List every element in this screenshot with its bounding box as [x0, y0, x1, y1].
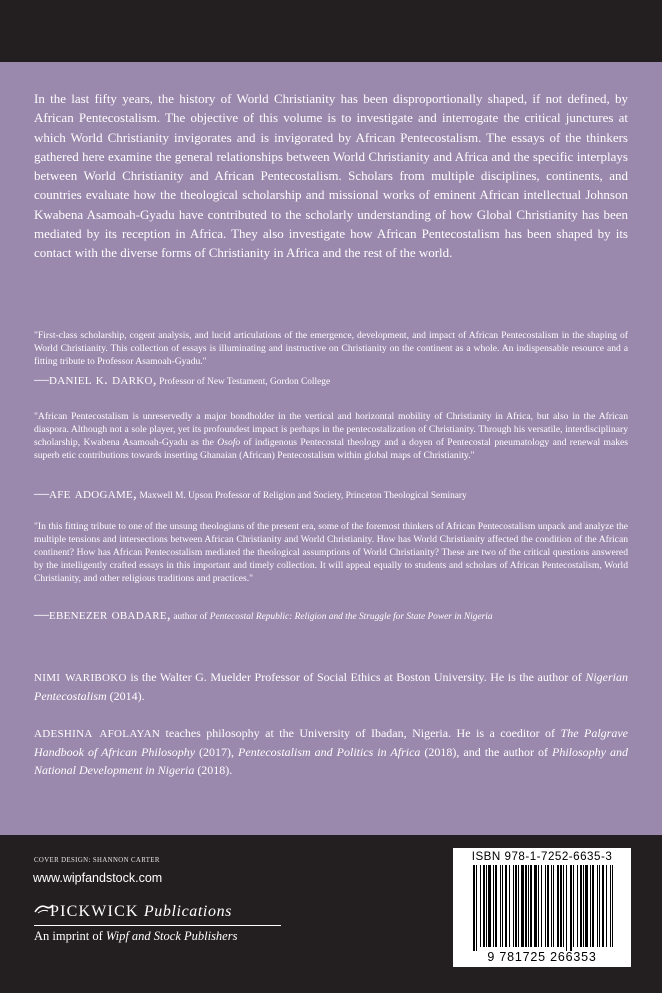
bio-text: teaches philosophy at the University of Ibadan, Nigeria. He is a coeditor of — [160, 726, 561, 740]
bio-text: is the Walter G. Muelder Professor of Social Ethics at Boston University. He is the author of — [126, 670, 586, 684]
endorser-name: afe adogame, — [49, 486, 138, 502]
barcode-bars-icon — [473, 865, 613, 951]
barcode-bar — [541, 865, 542, 947]
endorsement-attribution-2 — [34, 486, 634, 503]
endorser-title-prefix: author of — [173, 612, 210, 622]
barcode-bar — [473, 865, 475, 951]
publisher-name-italic: Publications — [143, 903, 233, 920]
barcode-bar — [585, 865, 588, 947]
barcode-bar — [488, 865, 491, 947]
barcode-bar — [480, 865, 481, 947]
barcode-bar — [577, 865, 578, 947]
endorsement-quote-3: "In this fitting tribute to one of the unsung theologians of the present era, some of the foremost thinkers of African Pentecostalism unpack and analyze the multiple tensions and intersections between African Christianity and World Christianity. How has World Christianity affected the condition of the African continent? How has African Pentecostalism mediated the theological assumptions of World Christianity? These are two of the critical questions answered by the intelligently crafted essays in this important and timely collection. It will appeal equally to students and scholars of African Pentecostalism, World Christianity, and other religious traditions and practices." — [34, 521, 628, 584]
editor-bio-2 — [34, 724, 628, 780]
bio-book-title: Philosophy and National Development in Nigeria — [34, 744, 628, 777]
endorsement-quote-1: "First-class scholarship, cogent analysis, and lucid articulations of the emergence, development, and impact of African Pentecostalism in the shaping of World Christianity. This collection of essays is illuminating and instructive on Christianity on the continent as a whole. An indispensable resource and a fitting tribute to Professor Asamoah-Gyadu." — [34, 330, 628, 367]
barcode-bar — [597, 865, 598, 947]
barcode-bar — [545, 865, 546, 947]
attribution-dash: — — [34, 486, 49, 502]
barcode-bar — [560, 865, 562, 947]
bio-text: (2018), and the author of — [420, 744, 552, 759]
publisher-website-link[interactable]: www.wipfandstock.com — [33, 871, 163, 885]
barcode-bar — [476, 865, 477, 951]
attribution-dash: — — [34, 607, 49, 623]
barcode-bar — [495, 865, 497, 947]
barcode-bar — [525, 865, 527, 947]
bio-text: (2014). — [106, 688, 145, 703]
barcode-bar — [547, 865, 549, 947]
bio-text: (2018). — [194, 763, 233, 777]
publisher-divider — [34, 925, 281, 926]
bio-book-title: The Palgrave Handbook of African Philosophy — [34, 726, 628, 759]
book-description: In the last fifty years, the history of World Christianity has been disproportionally shaped, if not defined, by African Pentecostalism. The objective of this volume is to investigate and interrogate the critical junctures at which World Christianity invigorates and is invigorated by African Pentecostalism. The essays of the thinkers gathered here examine the general relationships between World Christianity and Africa and the specific interplays between World Christianity and African Pentecostalism. Scholars from multiple disciplines, continents, and countries evaluate how the theological scholarship and missional works of eminent African intellectual Johnson Kwabena Asamoah-Gyadu have contributed to the scholarly understanding of how Global Christianity has been mediated by its reception in Africa. They also investigate how African Pentecostalism has been shaped by its contact with the diverse forms of Christianity in Africa and the rest of the world. — [34, 91, 628, 261]
quote-text: "African Pentecostalism is unreservedly a major bondholder in the vertical and horizontal mobility of Christianity in Africa, but also in the African diaspora. Although not a sole player, yet its profoundest impact is perhaps in the pentecostalization of Christianity. Through his versatile, interdisciplinary scholarship, Kwabena Asamoah-Gyadu as the — [34, 411, 628, 448]
editor-name: nimi wariboko — [34, 668, 127, 685]
barcode-bar — [534, 865, 537, 947]
barcode-bar — [483, 865, 485, 947]
barcode-bar — [493, 865, 494, 947]
barcode-bar — [610, 865, 611, 947]
barcode-bar — [551, 865, 552, 947]
editor-bio-1 — [34, 668, 628, 705]
barcode-bar — [583, 865, 584, 947]
barcode-bar — [521, 865, 524, 947]
barcode-bar — [570, 865, 572, 951]
barcode-bar — [602, 865, 604, 947]
barcode-bar — [528, 865, 529, 947]
barcode-bar — [599, 865, 600, 947]
imprint-text: An imprint of — [34, 929, 106, 943]
isbn-digits: 9 781725 266353 — [487, 950, 597, 964]
isbn-label: ISBN 978-1-7252-6635-3 — [471, 850, 613, 863]
publisher-name-main: PICKWICK — [50, 903, 139, 920]
barcode-bar — [580, 865, 582, 947]
editor-name: adeshina afolayan — [34, 724, 161, 741]
endorsement-attribution-3 — [34, 607, 634, 624]
endorser-title: Professor of New Testament, Gordon College — [159, 377, 331, 387]
barcode-bar — [505, 865, 507, 947]
barcode-bar — [500, 865, 501, 947]
barcode-bar — [518, 865, 519, 947]
endorsement-quote-2 — [34, 410, 628, 462]
endorser-book-title: Pentecostal Republic: Religion and the Struggle for State Power in Nigeria — [209, 612, 493, 622]
barcode-bar — [573, 865, 574, 947]
barcode-bar — [606, 865, 607, 947]
isbn-barcode — [453, 848, 631, 967]
attribution-dash: — — [34, 372, 49, 388]
publisher-name — [50, 903, 232, 921]
bio-text: (2017), — [195, 744, 239, 759]
barcode-bar — [553, 865, 554, 947]
barcode-bar — [502, 865, 503, 947]
barcode-bar — [509, 865, 510, 947]
endorser-title: Maxwell M. Upson Professor of Religion and Society, Princeton Theological Seminary — [139, 491, 467, 501]
barcode-bar — [612, 865, 613, 947]
barcode-bar — [515, 865, 517, 947]
quote-italic-term: Osofo — [217, 437, 241, 448]
imprint-publisher: Wipf and Stock Publishers — [105, 929, 238, 943]
barcode-bar — [590, 865, 591, 947]
imprint-line — [34, 929, 237, 944]
barcode-bar — [486, 865, 487, 947]
barcode-bar — [513, 865, 514, 947]
barcode-bar — [592, 865, 594, 947]
barcode-bar — [538, 865, 539, 947]
cover-design-credit: COVER DESIGN: SHANNON CARTER — [34, 857, 160, 864]
quote-text: of indigenous Pentecostal theology and a doyen of Pentecostal pneumatology and renewal makes superb etic contributions towards inserting Ghanaian (African) Pentecostalism within global maps of Christianity." — [34, 437, 628, 461]
barcode-bar — [530, 865, 532, 947]
bio-book-title: Pentecostalism and Politics in Africa — [238, 744, 421, 759]
endorser-name: daniel k. darko, — [49, 372, 157, 388]
barcode-bar — [563, 865, 564, 947]
barcode-bar — [557, 865, 559, 947]
endorsement-attribution-1 — [34, 372, 634, 389]
endorser-name: ebenezer obadare, — [49, 607, 171, 623]
bio-book-title: Nigerian Pentecostalism — [34, 670, 628, 703]
barcode-bar — [566, 865, 567, 951]
